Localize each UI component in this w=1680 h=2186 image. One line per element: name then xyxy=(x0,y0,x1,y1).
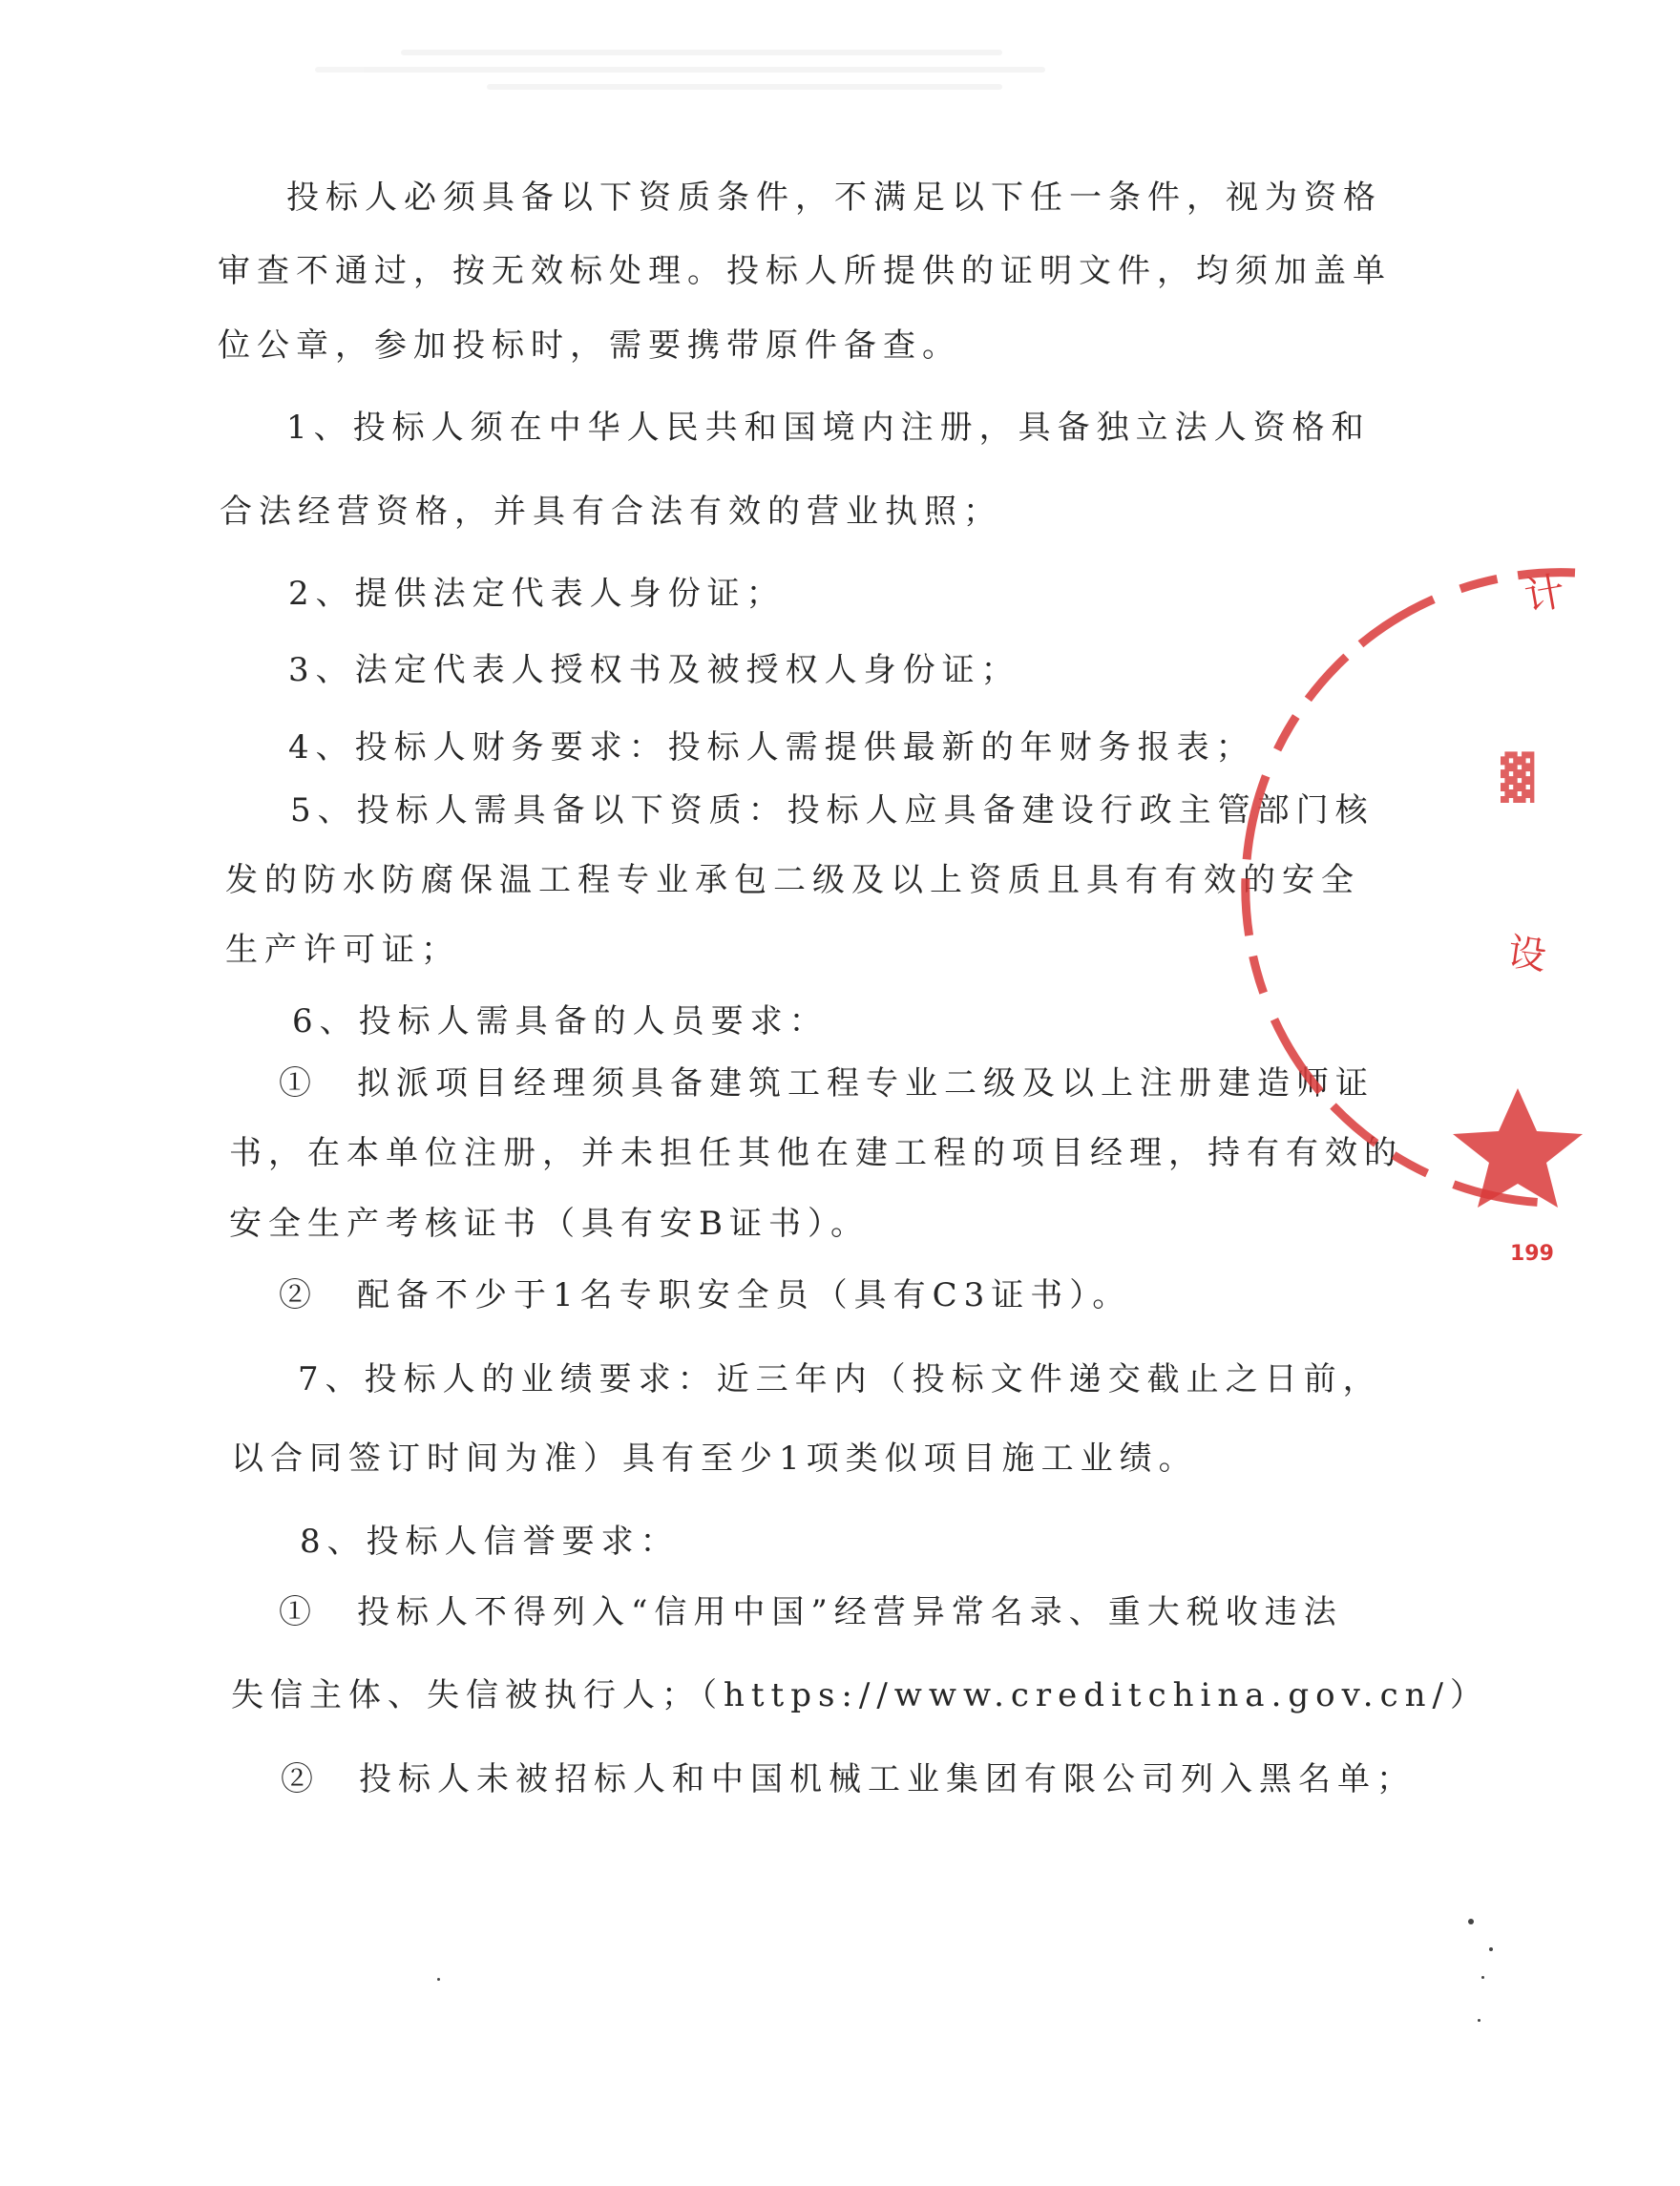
scan-bleed-through xyxy=(315,38,1174,105)
svg-text:计: 计 xyxy=(1521,567,1569,620)
item6-2-line: ② 配备不少于1名专职安全员（具有C3证书）。 xyxy=(279,1276,1132,1314)
red-seal-stamp xyxy=(1394,535,1680,1298)
svg-text:▓: ▓ xyxy=(1501,751,1535,803)
scan-speck xyxy=(437,1978,440,1981)
item6-1-line-1: ① 拟派项目经理须具备建筑工程专业二级及以上注册建造师证 xyxy=(279,1064,1375,1103)
item8-1-line-1: ① 投标人不得列入“信用中国”经营异常名录、重大税收违法 xyxy=(279,1593,1343,1631)
item1-line-2: 合法经营资格，并具有合法有效的营业执照； xyxy=(220,493,1002,531)
scan-speck xyxy=(1478,2019,1480,2022)
item5-line-3: 生产许可证； xyxy=(225,931,460,969)
svg-text:199: 199 xyxy=(1510,1242,1554,1266)
item8-2-line: ② 投标人未被招标人和中国机械工业集团有限公司列入黑名单； xyxy=(281,1760,1416,1798)
intro-line-1: 投标人必须具备以下资质条件，不满足以下任一条件，视为资格 xyxy=(286,179,1382,217)
item7-line-1: 7、投标人的业绩要求：近三年内（投标文件递交截止之日前， xyxy=(298,1360,1382,1398)
item1-line-1: 1、投标人须在中华人民共和国境内注册，具备独立法人资格和 xyxy=(286,409,1371,447)
item8-line: 8、投标人信誉要求： xyxy=(300,1523,680,1561)
item4-line: 4、投标人财务要求：投标人需提供最新的年财务报表； xyxy=(288,728,1255,767)
scan-speck xyxy=(1468,1919,1474,1924)
item5-line-1: 5、投标人需具备以下资质：投标人应具备建设行政主管部门核 xyxy=(290,791,1375,830)
intro-line-2: 审查不通过，按无效标处理。投标人所提供的证明文件，均须加盖单 xyxy=(218,252,1392,290)
scan-speck xyxy=(1489,1947,1493,1951)
item6-1-line-3: 安全生产考核证书（具有安B证书）。 xyxy=(229,1205,870,1243)
svg-text:设: 设 xyxy=(1504,930,1549,979)
item3-line: 3、法定代表人授权书及被授权人身份证； xyxy=(288,651,1020,689)
scan-speck xyxy=(1481,1976,1484,1979)
intro-line-3: 位公章，参加投标时，需要携带原件备查。 xyxy=(218,326,961,365)
item6-1-line-2: 书，在本单位注册，并未担任其他在建工程的项目经理，持有有效的 xyxy=(229,1134,1403,1172)
item6-line: 6、投标人需具备的人员要求： xyxy=(292,1002,829,1040)
item8-1-line-2: 失信主体、失信被执行人；（https://www.creditchina.gov.cn/） xyxy=(231,1676,1489,1714)
item7-line-2: 以合同签订时间为准）具有至少1项类似项目施工业绩。 xyxy=(231,1440,1198,1478)
item5-line-2: 发的防水防腐保温工程专业承包二级及以上资质且具有有效的安全 xyxy=(225,861,1360,899)
item2-line: 2、提供法定代表人身份证； xyxy=(288,575,786,613)
